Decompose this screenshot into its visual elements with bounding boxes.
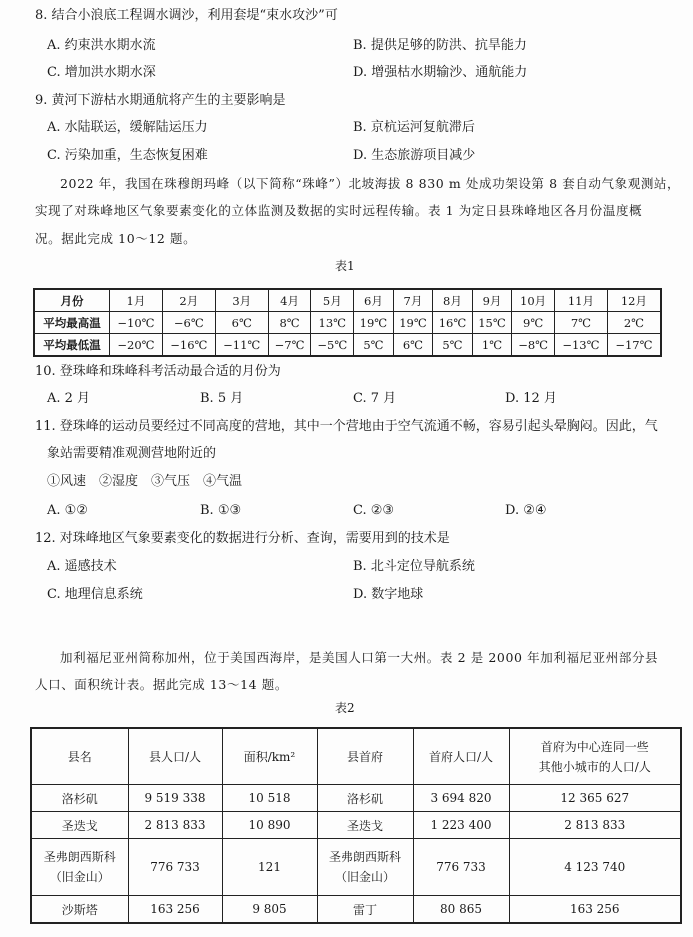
q8-option-c: C. 增加洪水期水深 [47,65,156,80]
passage1-line1: 2022 年，我国在珠穆朗玛峰（以下简称“珠峰”）北坡海拔 8 830 m 处成功架设第 8 套自动气象观测站， [60,176,681,191]
table-cell: 2月 [162,289,215,312]
q9-option-d: D. 生态旅游项目减少 [353,148,476,163]
california-population-table [30,727,682,924]
table-cell: 16℃ [433,312,473,334]
table-cell: 洛杉矶 [317,785,413,812]
table-cell: 2 813 833 [509,812,681,839]
q12-option-c: C. 地理信息系统 [47,587,143,602]
table-cell: 3月 [215,289,268,312]
header-line: 其他小城市的人口/人 [538,759,651,774]
table-cell: 洛杉矶 [31,785,128,812]
q8-option-d: D. 增强枯水期输沙、通航能力 [353,65,528,80]
table-row [31,839,681,896]
q11-option-b: B. ①③ [200,503,242,518]
table-cell: 2℃ [607,312,661,334]
table-cell [509,728,681,785]
q9-option-a: A. 水陆联运，缓解陆运压力 [47,120,208,135]
cell-line: 圣弗朗西斯科 [43,850,116,864]
table-cell: −17℃ [607,334,661,357]
table-cell: 面积/km² [222,728,317,785]
table-row [34,334,661,357]
table-cell: 776 733 [413,839,509,896]
table-cell: 19℃ [393,312,433,334]
table-cell: 7月 [393,289,433,312]
table-header-row [34,289,661,312]
table-cell: 7℃ [554,312,607,334]
q11-option-c: C. ②③ [353,503,395,518]
table-cell: 5月 [311,289,354,312]
q11-items: ①风速 ②湿度 ③气压 ④气温 [47,474,243,489]
passage2-line2: 人口、面积统计表。据此完成 13～14 题。 [35,677,288,692]
table-cell: 163 256 [128,896,222,924]
header-line: 首府为中心连同一些 [540,739,649,754]
table-cell: 19℃ [354,312,394,334]
table-cell: 12月 [607,289,661,312]
table-cell: 80 865 [413,896,509,924]
q11-stem-line2: 象站需要精准观测营地附近的 [47,446,217,461]
table-cell: 4月 [268,289,311,312]
cell-line: （旧金山） [334,870,395,884]
q9-option-b: B. 京杭运河复航滞后 [353,120,475,135]
table-cell [31,839,128,896]
table-cell: 1 223 400 [413,812,509,839]
table-row [31,812,681,839]
table-cell: 沙斯塔 [31,896,128,924]
q10-stem: 10. 登珠峰和珠峰科考活动最合适的月份为 [35,364,281,379]
table-cell: 1月 [110,289,163,312]
table-cell: 163 256 [509,896,681,924]
table-cell: 9 805 [222,896,317,924]
table-cell: 10月 [512,289,555,312]
table-cell: 10 890 [222,812,317,839]
q9-option-c: C. 污染加重，生态恢复困难 [47,148,208,163]
table-cell: 6月 [354,289,394,312]
q11-option-a: A. ①② [47,503,88,518]
table-cell: 圣迭戈 [317,812,413,839]
table-cell: 12 365 627 [509,785,681,812]
table-cell: −11℃ [215,334,268,357]
q12-option-b: B. 北斗定位导航系统 [353,559,475,574]
passage2-line1: 加利福尼亚州简称加州，位于美国西海岸，是美国人口第一大州。表 2 是 2000 年加利福尼亚州部分县 [60,650,659,665]
table-cell: 平均最低温 [34,334,110,357]
table1-title: 表1 [335,259,355,273]
table-row [34,312,661,334]
table-cell: 776 733 [128,839,222,896]
table-cell: 6℃ [393,334,433,357]
table-cell: 首府人口/人 [413,728,509,785]
table-cell: −5℃ [311,334,354,357]
table-cell: −20℃ [110,334,163,357]
table-cell [317,839,413,896]
q8-option-a: A. 约束洪水期水流 [47,38,156,53]
q8-option-b: B. 提供足够的防洪、抗旱能力 [353,38,527,53]
q11-option-d: D. ②④ [505,503,547,518]
q10-option-a: A. 2 月 [47,391,91,406]
table-cell: 6℃ [215,312,268,334]
temperature-table [33,288,662,357]
table-cell: 13℃ [311,312,354,334]
q9-stem: 9. 黄河下游枯水期通航将产生的主要影响是 [35,93,286,108]
table-cell: 平均最高温 [34,312,110,334]
table-cell: 县名 [31,728,128,785]
table-cell: 圣迭戈 [31,812,128,839]
table-cell: 5℃ [354,334,394,357]
q10-option-c: C. 7 月 [353,391,397,406]
q11-stem-line1: 11. 登珠峰的运动员要经过不同高度的营地，其中一个营地由于空气流通不畅，容易引起头晕胸闷。因此，气 [35,419,658,434]
table-cell: 121 [222,839,317,896]
table-cell: 9月 [472,289,512,312]
table-cell: 3 694 820 [413,785,509,812]
q12-option-d: D. 数字地球 [353,587,424,602]
table-cell: 10 518 [222,785,317,812]
table-cell: 9℃ [512,312,555,334]
table-cell: 2 813 833 [128,812,222,839]
table-cell: −8℃ [512,334,555,357]
q8-stem: 8. 结合小浪底工程调水调沙，利用套堤“束水攻沙”可 [35,8,338,23]
table-cell: 15℃ [472,312,512,334]
table-cell: 月份 [34,289,110,312]
q10-option-b: B. 5 月 [200,391,244,406]
table-row [31,785,681,812]
q12-stem: 12. 对珠峰地区气象要素变化的数据进行分析、查询，需要用到的技术是 [35,531,450,546]
table-cell: −10℃ [110,312,163,334]
table-cell: 4 123 740 [509,839,681,896]
q10-option-d: D. 12 月 [505,391,557,406]
table-cell: −13℃ [554,334,607,357]
passage1-line2: 实现了对珠峰地区气象要素变化的立体监测及数据的实时远程传输。表 1 为定日县珠峰地区各月份温度概 [35,203,643,218]
q12-option-a: A. 遥感技术 [47,559,117,574]
cell-line: （旧金山） [49,870,110,884]
cell-line: 圣弗朗西斯科 [328,850,401,864]
table-cell: −7℃ [268,334,311,357]
table-cell: 8℃ [268,312,311,334]
table-cell: −6℃ [162,312,215,334]
table-cell: 县人口/人 [128,728,222,785]
table-header-row [31,728,681,785]
table-cell: 1℃ [472,334,512,357]
table-cell: −16℃ [162,334,215,357]
table-cell: 9 519 338 [128,785,222,812]
table-row [31,896,681,924]
passage1-line3: 况。据此完成 10～12 题。 [35,231,197,246]
table-cell: 5℃ [433,334,473,357]
table2-title: 表2 [335,701,355,715]
table-cell: 雷丁 [317,896,413,924]
table-cell: 县首府 [317,728,413,785]
table-cell: 11月 [554,289,607,312]
table-cell: 8月 [433,289,473,312]
